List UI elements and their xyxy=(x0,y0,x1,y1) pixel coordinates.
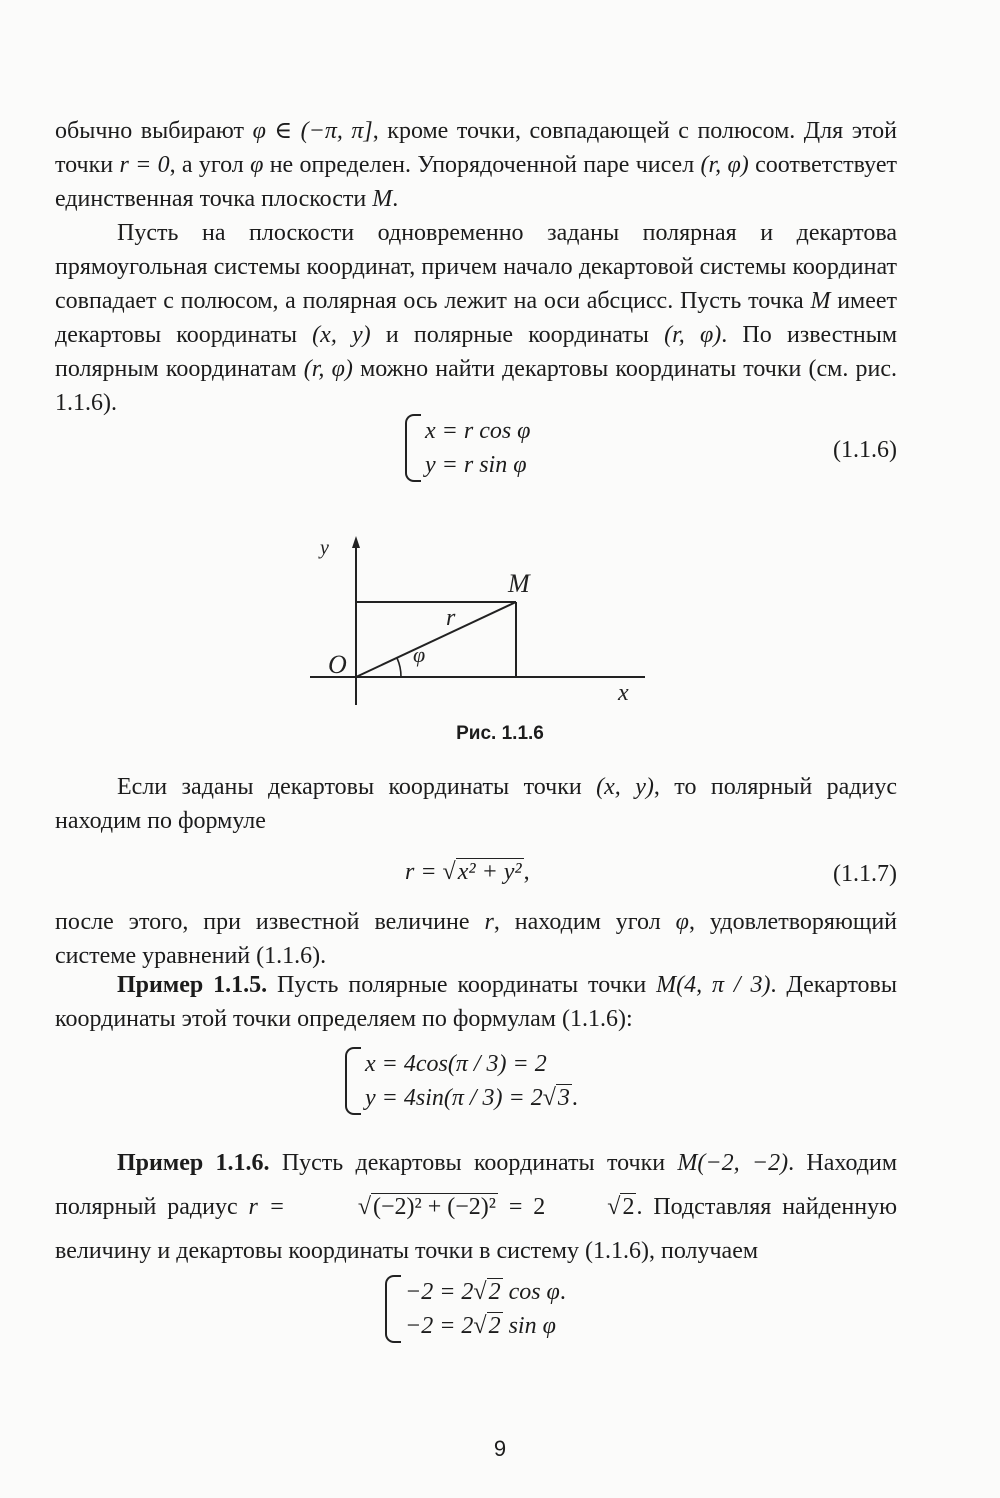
left-brace xyxy=(385,1275,401,1343)
left-brace xyxy=(405,414,421,482)
equation-1-1-7: r = √x² + y², xyxy=(405,855,530,889)
sqrt: √2 xyxy=(473,1279,501,1305)
page-number: 9 xyxy=(493,1436,507,1461)
y-axis-arrow xyxy=(352,536,360,548)
equation-number: (1.1.7) xyxy=(833,861,897,887)
label-r: r xyxy=(446,605,456,631)
sqrt: √2 xyxy=(607,1194,635,1220)
radius-segment xyxy=(356,602,516,677)
sqrt: √2 xyxy=(473,1313,501,1339)
sqrt: √3 xyxy=(542,1085,570,1111)
figure-caption: Рис. 1.1.6 xyxy=(456,723,544,744)
angle-arc xyxy=(397,658,401,677)
label-M: M xyxy=(508,569,530,598)
sqrt: √(−2)² + (−2)² xyxy=(357,1194,496,1220)
paragraph-find-angle: после этого, при известной величине r, находим угол φ, удовлетворяющий системе уравнений (1.1.6). xyxy=(55,909,898,969)
label-y: y xyxy=(320,537,329,559)
paragraph-polar-radius: Если заданы декартовы координаты точки (x, y), то полярный радиус находим по формуле xyxy=(55,774,897,834)
left-brace xyxy=(345,1047,361,1115)
example-title: Пример 1.1.6. xyxy=(117,1150,270,1176)
equation-number: (1.1.6) xyxy=(833,437,897,463)
equation-example-1-1-6: −2 = 2√2 cos φ. −2 = 2√2 sin φ xyxy=(385,1275,566,1343)
sqrt: √x² + y² xyxy=(442,859,522,885)
label-x: x xyxy=(618,680,629,706)
example-title: Пример 1.1.5. xyxy=(117,972,268,998)
label-phi: φ xyxy=(413,642,426,667)
polar-cartesian-figure xyxy=(300,530,660,710)
example-1-1-6: Пример 1.1.6. Пусть декартовы координаты точки M(−2, −2). Находим полярный радиус r = √(−2)² + (−2)² = 2 √2. Подставляя найденную величину и декартовы координаты точки в систему (1.1.6), получаем xyxy=(55,1150,898,1264)
example-1-1-5: Пример 1.1.5. Пусть полярные координаты точки M(4, π / 3). Декартовы координаты этой точки определяем по формулам (1.1.6): xyxy=(55,972,898,1032)
equation-1-1-6: x = r cos φ y = r sin φ xyxy=(405,414,530,482)
phi-range: φ ∈ (−π, π] xyxy=(252,118,373,144)
paragraph-polar-angle: обычно выбирают φ ∈ (−π, π], кроме точки, совпадающей с полюсом. Для этой точки r = 0, а угол φ не определен. Упорядоченной паре чисел (r, φ) соответствует единственная точка плоскости M. xyxy=(55,118,898,212)
label-O: O xyxy=(328,650,347,679)
equation-example-1-1-5: x = 4cos(π / 3) = 2 y = 4sin(π / 3) = 2√3. xyxy=(345,1047,578,1115)
paragraph-coordinate-systems: Пусть на плоскости одновременно заданы полярная и декартова прямоугольная системы координат, причем начало декартовой системы координат совпадает с полюсом, а полярная ось лежит на оси абсцисс. Пусть точка M имеет декартовы координаты (x, y) и полярные координаты (r, φ). По известным полярным координатам (r, φ) можно найти декартовы координаты точки (см. рис. 1.1.6). xyxy=(55,220,898,416)
